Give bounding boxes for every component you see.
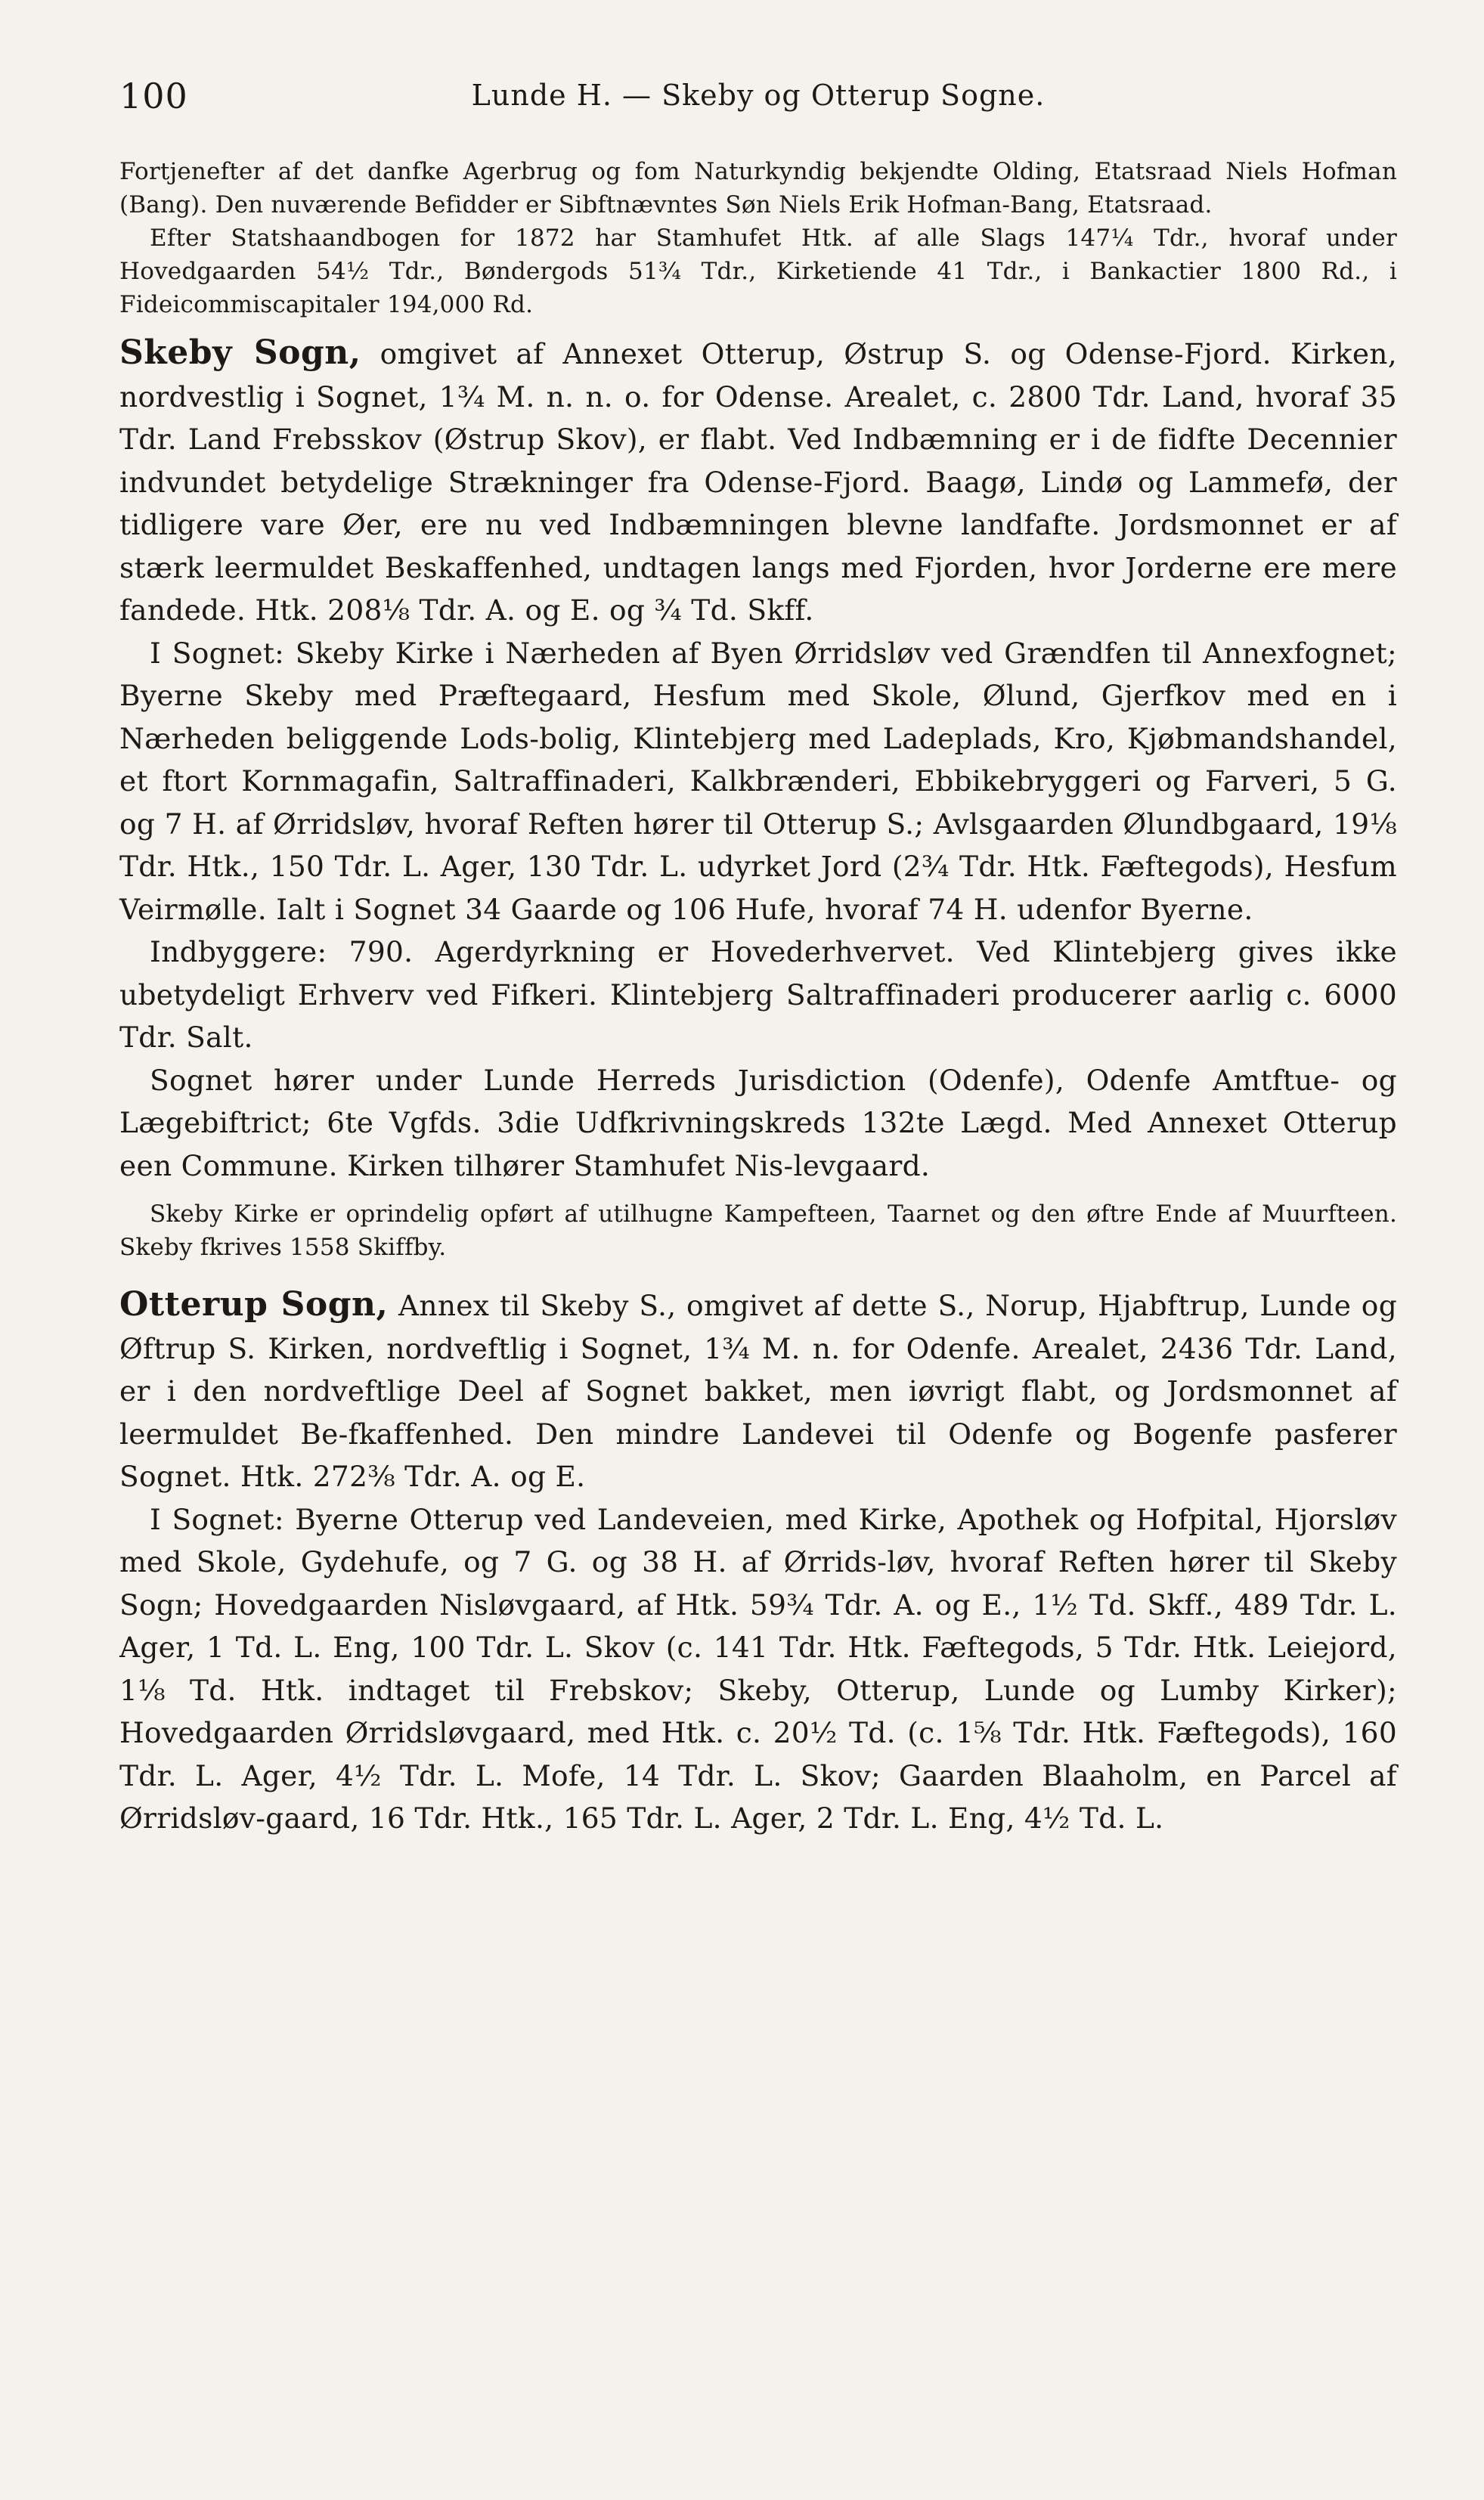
- skeby-places-paragraph: I Sognet: Skeby Kirke i Nærheden af Byen Ørridsløv ved Grændfen til Annexfognet; Byerne Skeby med Præftegaard, Hesfum med Skole, Ølund, Gjerfkov med en i Nærheden beliggende Lods-bolig, Klintebjerg med Ladeplads, Kro, Kjøbmandshandel, et ftort Kornmagafin, Saltraffinaderi, Kalkbrænderi, Ebbikebryggeri og Farveri, 5 G. og 7 H. af Ørridsløv, hvoraf Reften hører til Otterup S.; Avlsgaarden Ølundbgaard, 19⅛ Tdr. Htk., 150 Tdr. L. Ager, 130 Tdr. L. udyrket Jord (2¾ Tdr. Htk. Fæftegods), Hesfum Veirmølle. Ialt i Sognet 34 Gaarde og 106 Hufe, hvoraf 74 H. udenfor Byerne.: [119, 636, 1397, 926]
- otterup-places-paragraph: I Sognet: Byerne Otterup ved Landeveien, med Kirke, Apothek og Hofpital, Hjorsløv med Skole, Gydehufe, og 7 G. og 38 H. af Ørrids-løv, hvoraf Reften hører til Skeby Sogn; Hovedgaarden Nisløvgaard, af Htk. 59¾ Tdr. A. og E., 1½ Td. Skff., 489 Tdr. L. Ager, 1 Td. L. Eng, 100 Tdr. L. Skov (c. 141 Tdr. Htk. Fæftegods, 5 Tdr. Htk. Leiejord, 1⅛ Td. Htk. indtaget til Frebskov; Skeby, Otterup, Lunde og Lumby Kirker); Hovedgaarden Ørridsløvgaard, med Htk. c. 20½ Td. (c. 1⅝ Tdr. Htk. Fæftegods), 160 Tdr. L. Ager, 4½ Tdr. L. Mofe, 14 Tdr. L. Skov; Gaarden Blaaholm, en Parcel af Ørridsløv-gaard, 16 Tdr. Htk., 165 Tdr. L. Ager, 2 Tdr. L. Eng, 4½ Td. L.: [119, 1502, 1397, 1835]
- otterup-description: Annex til Skeby S., omgivet af dette S., Norup, Hjabftrup, Lunde og Øftrup S. Kirken, nordveftlig i Sognet, 1¾ M. n. for Odenfe. Arealet, 2436 Tdr. Land, er i den nordveftlige Deel af Sognet bakket, men iøvrigt flabt, og Jordsmonnet af leermuldet Be-fkaffenhed. Den mindre Landevei til Odenfe og Bogenfe pasferer Sognet. Htk. 272⅜ Tdr. A. og E.: [119, 1289, 1397, 1493]
- intro-paragraph-stats: Efter Statshaandbogen for 1872 har Stamhufet Htk. af alle Slags 147¼ Tdr., hvoraf under Hovedgaarden 54½ Tdr., Bøndergods 51¾ Tdr., Kirketiende 41 Tdr., i Bankactier 1800 Rd., i Fideicommiscapitaler 194,000 Rd.: [119, 225, 1397, 318]
- otterup-intro-paragraph: [119, 1284, 1397, 1498]
- skeby-note: Skeby Kirke er oprindelig opført af utilhugne Kampefteen, Taarnet og den øftre Ende af Muurfteen. Skeby fkrives 1558 Skiffby.: [119, 1200, 1397, 1261]
- page-number: 100: [119, 76, 188, 116]
- skeby-heading: Skeby Sogn,: [119, 333, 361, 372]
- skeby-population-paragraph: Indbyggere: 790. Agerdyrkning er Hovederhvervet. Ved Klintebjerg gives ikke ubetydeligt Erhverv ved Fifkeri. Klintebjerg Saltraffinaderi producerer aarlig c. 6000 Tdr. Salt.: [119, 935, 1397, 1054]
- skeby-jurisdiction-paragraph: Sognet hører under Lunde Herreds Jurisdiction (Odenfe), Odenfe Amtftue- og Lægebiftrict; 6te Vgfds. 3die Udfkrivningskreds 132te Lægd. Med Annexet Otterup een Commune. Kirken tilhører Stamhufet Nis-levgaard.: [119, 1063, 1397, 1182]
- running-head: Lunde H. — Skeby og Otterup Sogne.: [471, 79, 1046, 112]
- intro-paragraph: Fortjenefter af det danfke Agerbrug og fom Naturkyndig bekjendte Olding, Etatsraad Niels Hofman (Bang). Den nuværende Befidder er Sibftnævntes Søn Niels Erik Hofman-Bang, Etatsraad.: [119, 158, 1397, 218]
- page-header: [119, 76, 1397, 121]
- skeby-description: omgivet af Annexet Otterup, Østrup S. og Odense-Fjord. Kirken, nordvestlig i Sognet, 1¾ M. n. n. o. for Odense. Arealet, c. 2800 Tdr. Land, hvoraf 35 Tdr. Land Frebsskov (Østrup Skov), er flabt. Ved Indbæmning er i de fidfte Decennier indvundet betydelige Strækninger fra Odense-Fjord. Baagø, Lindø og Lammefø, der tidligere vare Øer, ere nu ved Indbæmningen blevne landfafte. Jordsmonnet er af stærk leermuldet Beskaffenhed, undtagen langs med Fjorden, hvor Jorderne ere mere fandede. Htk. 208⅛ Tdr. A. og E. og ¾ Td. Skff.: [119, 337, 1397, 627]
- skeby-intro-paragraph: [119, 332, 1397, 632]
- otterup-heading: Otterup Sogn,: [119, 1285, 389, 1324]
- page-content: [119, 155, 1397, 1840]
